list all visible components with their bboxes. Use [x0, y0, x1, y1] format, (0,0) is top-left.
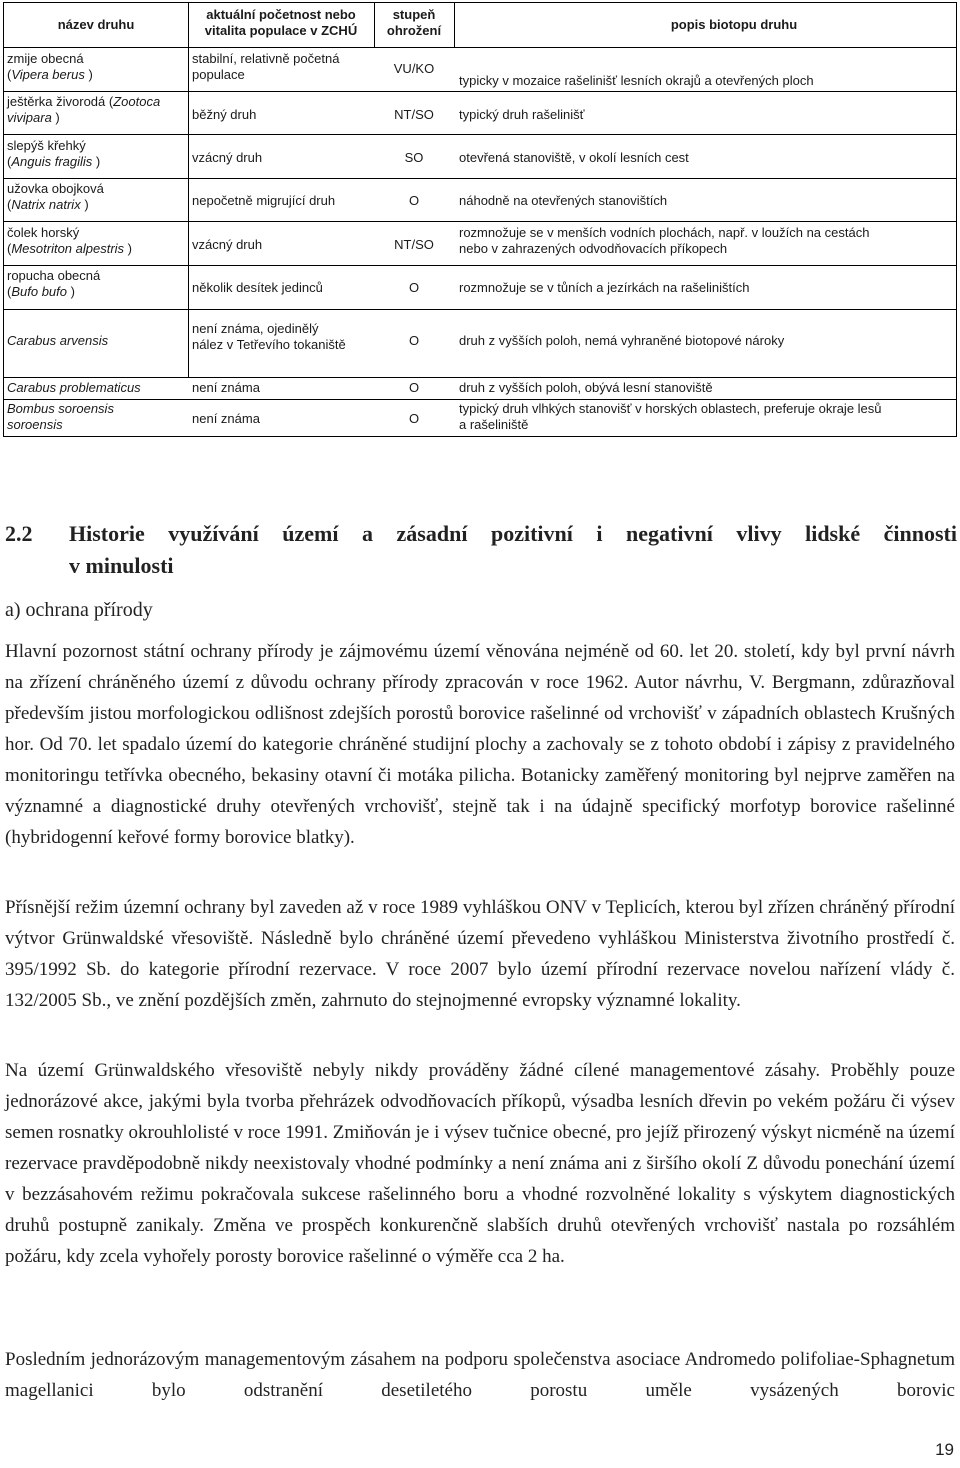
paren: ) — [92, 154, 101, 169]
latin-name: soroensis — [7, 417, 63, 432]
threat-cell: NT/SO — [394, 237, 434, 252]
species-latin — [7, 284, 187, 300]
table-row-name — [7, 268, 187, 300]
threat-cell: O — [408, 380, 420, 395]
species-table — [3, 2, 957, 437]
paragraph: Posledním jednorázovým managementovým zásahem na podporu společenstva asociace Andromedo polifoliae-Sphagnetum magellanici bylo odstranění desetiletého porostu uměle vysázených borovic — [5, 1349, 955, 1401]
biotope-cell: typický druh rašelinišť — [459, 107, 585, 122]
latin-name: Zootoca — [113, 94, 161, 109]
section-heading — [5, 518, 957, 582]
population-cell: není známa — [192, 411, 260, 426]
population-text: populace — [192, 67, 245, 82]
species-latin — [7, 197, 187, 213]
species-name — [7, 94, 187, 110]
section-number: 2.2 — [5, 521, 33, 546]
biotope-cell — [459, 225, 954, 257]
paren: ( — [7, 284, 12, 299]
row-divider — [4, 178, 956, 179]
species-name: slepýš křehký — [7, 138, 86, 153]
row-divider — [4, 265, 956, 266]
row-divider — [4, 134, 956, 135]
latin-name: Natrix natrix — [11, 197, 81, 212]
paren: ( — [7, 67, 12, 82]
species-latin — [7, 241, 187, 257]
header-threat — [374, 7, 454, 39]
col-divider — [188, 3, 189, 377]
latin-name: vivipara — [7, 110, 52, 125]
paren: ) — [67, 284, 75, 299]
header-population — [188, 7, 374, 39]
population-cell: vzácný druh — [192, 150, 263, 165]
table-row-name — [7, 138, 187, 170]
table-row-name — [7, 51, 187, 83]
row-divider — [4, 399, 956, 400]
header-population-line1: aktuální početnost nebo — [206, 7, 356, 22]
population-cell: běžný druh — [192, 107, 257, 122]
biotope-text: rozmnožuje se v menších vodních plochách, např. v loužích na cestách — [459, 225, 870, 240]
header-population-line2: vitalita populace v ZCHÚ — [204, 23, 358, 38]
biotope-cell: typicky v mozaice rašelinišť lesních okrajů a otevřených ploch — [459, 73, 814, 88]
section-heading-line1 — [5, 518, 957, 550]
section-title-cont: v minulosti — [69, 553, 174, 578]
table-row-name — [7, 401, 187, 433]
threat-cell: NT/SO — [394, 107, 434, 122]
table-row-name: Carabus problematicus — [7, 380, 141, 395]
row-divider — [4, 91, 956, 92]
population-cell: vzácný druh — [192, 237, 263, 252]
population-text: stabilní, relativně početná — [192, 51, 340, 66]
paren: ) — [84, 67, 93, 82]
species-latin — [7, 67, 187, 83]
population-text: nález v Tetřevího tokaniště — [192, 337, 346, 352]
biotope-cell — [459, 401, 954, 433]
col-divider — [454, 3, 455, 47]
biotope-cell: rozmnožuje se v tůních a jezírkách na rašeliništích — [459, 280, 750, 295]
table-row-name: Carabus arvensis — [7, 333, 109, 348]
species-name: užovka obojková — [7, 181, 104, 196]
row-divider — [4, 309, 956, 310]
paren: ) — [80, 197, 89, 212]
species-latin — [7, 110, 187, 126]
species-name-text: ještěrka živorodá ( — [7, 94, 114, 109]
paragraph: Hlavní pozornost státní ochrany přírody je zájmovému území věnována nejméně od 60. let 20. století, kdy byl první návrh na zřízení chráněného území z důvodu ochrany přírody zpracován v roce 1962. Autor návrhu, V. Bergmann, zdůrazňoval především jistou morfologickou odlišnost zdejších porostů borovice rašelinné od vrchovišť v západních oblastech Krušných hor. Od 70. let spadalo území do kategorie chráněné studijní plochy a zachovaly se z tohoto období i zápisy z pravidelného monitoringu tetřívka obecného, bekasiny otavní či motáka pilicha. Botanicky zaměřený monitoring byl nejprve zaměřen na významné a diagnostické druhy otevřených vrchovišť, stejně tak i na údajně specifický morfotyp borovice rašelinné (hybridogenní keřové formy borovice blatky). — [5, 641, 955, 848]
biotope-cell: druh z vyšších poloh, nemá vyhraněné biotopové nároky — [459, 333, 785, 348]
biotope-cell: náhodně na otevřených stanovištích — [459, 193, 668, 208]
paren: ) — [124, 241, 133, 256]
threat-cell: SO — [404, 150, 424, 165]
population-text: není známa, ojedinělý — [192, 321, 319, 336]
table-row-name — [7, 225, 187, 257]
table-row-name — [7, 94, 187, 126]
biotope-text: typický druh vlhkých stanovišť v horských oblastech, preferuje okraje lesů — [459, 401, 882, 416]
threat-cell: O — [408, 193, 420, 208]
paren: ) — [51, 110, 60, 125]
population-cell: několik desítek jedinců — [192, 280, 323, 295]
species-name: zmije obecná — [7, 51, 84, 66]
threat-cell: O — [408, 333, 420, 348]
page-number: 19 — [935, 1440, 954, 1459]
biotope-text: nebo v zahrazených odvodňovacích příkopech — [459, 241, 728, 256]
paragraph: Přísnější režim územní ochrany byl zaveden až v roce 1989 vyhláškou ONV v Teplicích, kterou byl zřízen chráněný přírodní výtvor Grünwaldské vřesoviště. Následně bylo chráněné území převedeno vyhláškou Ministerstva životního prostředí č. 395/1992 Sb. do kategorie přírodní rezervace. V roce 2007 bylo území přírodní rezervace novelou nařízení vlády č. 132/2005 Sb., ve znění pozdějších změn, zahrnuto do stejnojmenné evropsky významné lokality. — [5, 897, 955, 1011]
row-divider — [4, 221, 956, 222]
biotope-cell: druh z vyšších poloh, obývá lesní stanoviště — [459, 380, 713, 395]
section-title: Historie využívání území a zásadní pozitivní i negativní vlivy lidské činnosti — [69, 521, 957, 546]
species-latin — [7, 154, 187, 170]
biotope-text: a rašeliniště — [459, 417, 529, 432]
latin-name: Bombus soroensis — [7, 401, 114, 416]
row-divider — [4, 377, 956, 378]
latin-name: Bufo bufo — [11, 284, 67, 299]
population-cell: nepočetně migrující druh — [192, 193, 336, 208]
paren: ( — [7, 197, 12, 212]
paragraph: Na území Grünwaldského vřesoviště nebyly nikdy prováděny žádné cílené managementové zásahy. Proběhly pouze jednorázové akce, jakými byla tvorba přehrázek odvodňovacích příkopů, výsadba lesních dřevin po vekém požáru či výsev semen rosnatky okrouhlolisté v roce 1991. Zmiňován je i výsev tučnice obecné, pro jejíž přirozený výskyt nicméně na území rezervace pravděpodobně nikdy neexistovaly vhodné podmínky a není známa ani z širšího okolí Z důvodu ponechání území v bezzásahovém režimu pokračovala sukcese rašelinného boru a vhodné rozvolněné lokality s výskytem diagnostických druhů postupně zanikaly. Změna ve prospěch konkurenčně slabších druhů otevřených vrchovišť nastala po rozsáhlém požáru, kdy zcela vyhořely porosty borovice rašelinné o výměře cca 2 ha. — [5, 1060, 955, 1267]
row-divider — [4, 47, 956, 48]
population-cell: není známa — [192, 380, 260, 395]
header-threat-line2: ohrožení — [386, 23, 442, 38]
threat-cell: VU/KO — [393, 61, 435, 76]
population-cell — [192, 51, 372, 83]
paren: ( — [7, 241, 12, 256]
latin-name: Anguis fragilis — [11, 154, 93, 169]
subsection-title: a) ochrana přírody — [5, 599, 153, 621]
latin-name: Vipera berus — [11, 67, 85, 82]
threat-cell: O — [408, 280, 420, 295]
table-row-name — [7, 181, 187, 213]
latin-name: Mesotriton alpestris — [11, 241, 125, 256]
paren: ( — [7, 154, 12, 169]
header-biotope: popis biotopu druhu — [670, 17, 798, 32]
header-threat-line1: stupeň — [392, 7, 436, 22]
population-cell — [192, 321, 372, 353]
threat-cell: O — [408, 411, 420, 426]
biotope-cell: otevřená stanoviště, v okolí lesních cest — [459, 150, 689, 165]
species-name: čolek horský — [7, 225, 80, 240]
header-name: název druhu — [57, 17, 135, 32]
species-name: ropucha obecná — [7, 268, 101, 283]
